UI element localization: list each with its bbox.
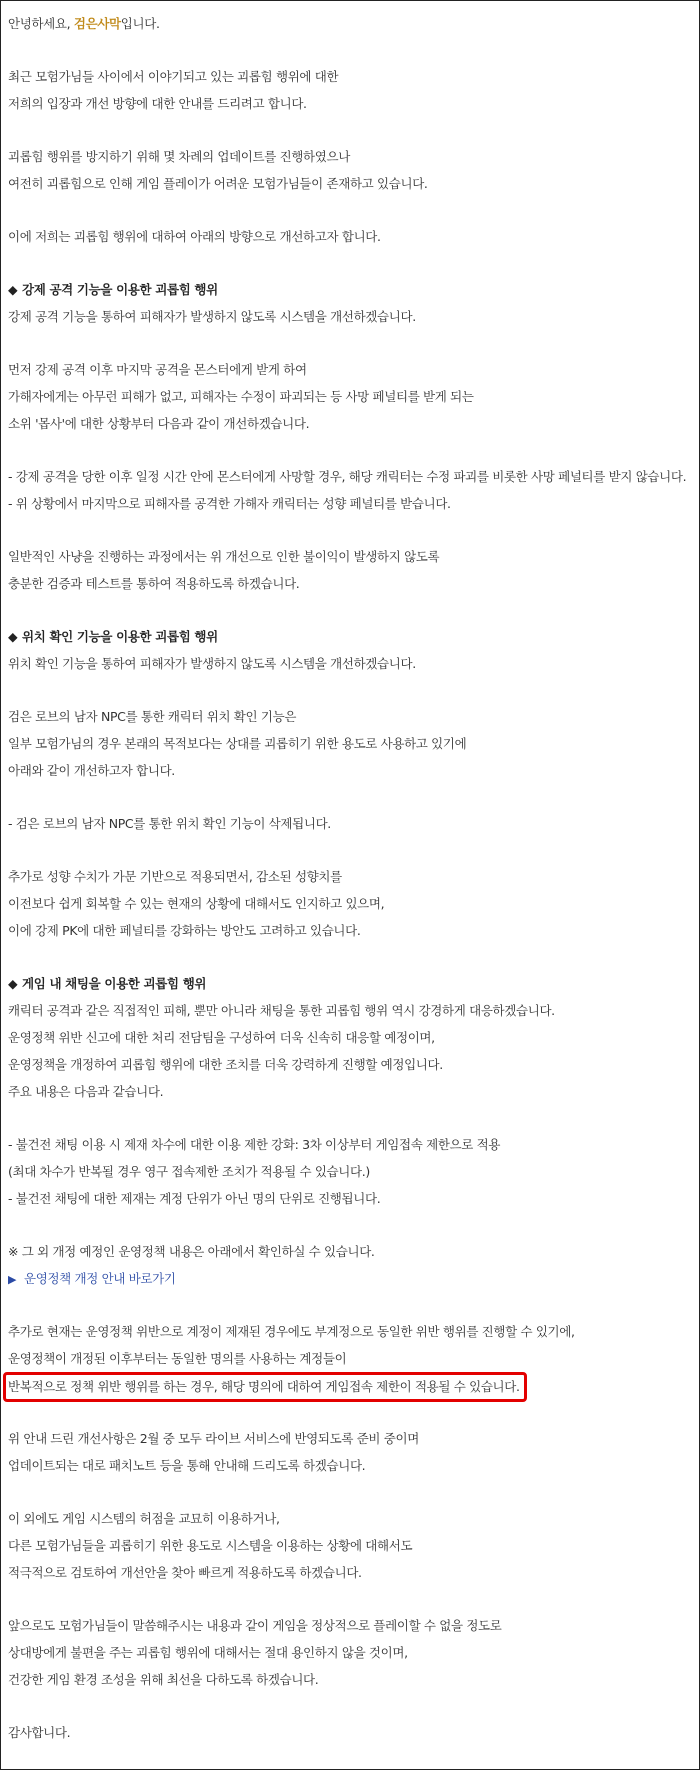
paragraph-line: 업데이트되는 대로 패치노트 등을 통해 안내해 드리도록 하겠습니다. [8, 1458, 366, 1473]
diamond-bullet-icon: ◆ [8, 282, 18, 297]
paragraph-line: 괴롭힘 행위를 방지하기 위해 몇 차례의 업데이트를 진행하였으나 [8, 149, 350, 164]
section-heading-location-check [8, 623, 699, 650]
greeting [8, 10, 699, 37]
paragraph-line: 상대방에게 불편을 주는 괴롭힘 행위에 대해서는 절대 용인하지 않을 것이며, [8, 1645, 408, 1660]
section-title: 게임 내 채팅을 이용한 괴롭힘 행위 [22, 976, 207, 991]
paragraph-line: 운영정책 위반 신고에 대한 처리 전담팀을 구성하여 더욱 신속히 대응할 예정이며, [8, 1030, 435, 1045]
notice-body [8, 10, 699, 1746]
section-title: 위치 확인 기능을 이용한 괴롭힘 행위 [22, 629, 218, 644]
list-item: (최대 차수가 반복될 경우 영구 접속제한 조치가 적용될 수 있습니다.) [8, 1164, 370, 1179]
paragraph-line: 추가로 현재는 운영정책 위반으로 계정이 제재된 경우에도 부계정으로 동일한 위반 행위를 진행할 수 있기에, [8, 1324, 575, 1339]
paragraph-line: 이에 저희는 괴롭힘 행위에 대하여 아래의 방향으로 개선하고자 합니다. [8, 229, 381, 244]
paragraph-line: 충분한 검증과 테스트를 통하여 적용하도록 하겠습니다. [8, 576, 300, 591]
section-lead: 위치 확인 기능을 통하여 피해자가 발생하지 않도록 시스템을 개선하겠습니다. [8, 656, 416, 671]
paragraph-line: 소위 '몹사'에 대한 상황부터 다음과 같이 개선하겠습니다. [8, 416, 310, 431]
intro-line: 저희의 입장과 개선 방향에 대한 안내를 드리려고 합니다. [8, 96, 307, 111]
paragraph-line: 이 외에도 게임 시스템의 허점을 교묘히 이용하거나, [8, 1511, 280, 1526]
highlight-box: 반복적으로 정책 위반 행위를 하는 경우, 해당 명의에 대하여 게임접속 제한이 적용될 수 있습니다. [3, 1372, 527, 1402]
policy-link-text[interactable]: 운영정책 개정 안내 바로가기 [24, 1271, 176, 1286]
paragraph-line: 일부 모험가님의 경우 본래의 목적보다는 상대를 괴롭히기 위한 용도로 사용하고 있기에 [8, 736, 467, 751]
paragraph-line: 이전보다 쉽게 회복할 수 있는 현재의 상황에 대해서도 인지하고 있으며, [8, 896, 385, 911]
brand-name: 검은사막 [73, 16, 121, 31]
paragraph-line: 먼저 강제 공격 이후 마지막 공격을 몬스터에게 받게 하여 [8, 362, 307, 377]
paragraph-line: 주요 내용은 다음과 같습니다. [8, 1084, 164, 1099]
list-item: - 불건전 채팅 이용 시 제재 차수에 대한 이용 제한 강화: 3차 이상부터 게임접속 제한으로 적용 [8, 1137, 501, 1152]
paragraph-line: 추가로 성향 수치가 가문 기반으로 적용되면서, 감소된 성향치를 [8, 869, 342, 884]
paragraph-line: 캐릭터 공격과 같은 직접적인 피해, 뿐만 아니라 채팅을 통한 괴롭힘 행위 역시 강경하게 대응하겠습니다. [8, 1003, 555, 1018]
intro-line: 최근 모험가님들 사이에서 이야기되고 있는 괴롭힘 행위에 대한 [8, 69, 339, 84]
paragraph-line: 가해자에게는 아무런 피해가 없고, 피해자는 수정이 파괴되는 등 사망 페널티를 받게 되는 [8, 389, 474, 404]
paragraph-line: 여전히 괴롭힘으로 인해 게임 플레이가 어려운 모험가님들이 존재하고 있습니다. [8, 176, 428, 191]
list-item: - 검은 로브의 남자 NPC를 통한 위치 확인 기능이 삭제됩니다. [8, 816, 331, 831]
play-arrow-icon: ▶ [8, 1273, 17, 1286]
highlight-line [8, 1372, 699, 1399]
list-item: - 불건전 채팅에 대한 제재는 계정 단위가 아닌 명의 단위로 진행됩니다. [8, 1191, 381, 1206]
greeting-prefix: 안녕하세요, [8, 16, 74, 31]
paragraph-line: 운영정책을 개정하여 괴롭힘 행위에 대한 조치를 더욱 강력하게 진행할 예정입니다. [8, 1057, 443, 1072]
diamond-bullet-icon: ◆ [8, 976, 18, 991]
greeting-suffix: 입니다. [120, 16, 160, 31]
paragraph-line: 다른 모험가님들을 괴롭히기 위한 용도로 시스템을 이용하는 상황에 대해서도 [8, 1538, 413, 1553]
paragraph-line: 이에 강제 PK에 대한 페널티를 강화하는 방안도 고려하고 있습니다. [8, 923, 361, 938]
diamond-bullet-icon: ◆ [8, 629, 18, 644]
list-item: - 강제 공격을 당한 이후 일정 시간 안에 몬스터에게 사망할 경우, 해당 캐릭터는 수정 파괴를 비롯한 사망 페널티를 받지 않습니다. [8, 469, 687, 484]
paragraph-line: 검은 로브의 남자 NPC를 통한 캐릭터 위치 확인 기능은 [8, 709, 297, 724]
policy-link[interactable] [8, 1265, 699, 1292]
paragraph-line: 위 안내 드린 개선사항은 2월 중 모두 라이브 서비스에 반영되도록 준비 중이며 [8, 1431, 419, 1446]
paragraph-line: 앞으로도 모험가님들이 말씀해주시는 내용과 같이 게임을 정상적으로 플레이할 수 없을 정도로 [8, 1618, 502, 1633]
paragraph-line: 적극적으로 검토하여 개선안을 찾아 빠르게 적용하도록 하겠습니다. [8, 1565, 362, 1580]
section-lead: 강제 공격 기능을 통하여 피해자가 발생하지 않도록 시스템을 개선하겠습니다. [8, 309, 416, 324]
list-item: - 위 상황에서 마지막으로 피해자를 공격한 가해자 캐릭터는 성향 페널티를 받습니다. [8, 496, 451, 511]
paragraph-line: 운영정책이 개정된 이후부터는 동일한 명의를 사용하는 계정들이 [8, 1351, 347, 1366]
paragraph-line: 건강한 게임 환경 조성을 위해 최선을 다하도록 하겠습니다. [8, 1672, 319, 1687]
policy-note: ※ 그 외 개정 예정인 운영정책 내용은 아래에서 확인하실 수 있습니다. [8, 1244, 375, 1259]
section-title: 강제 공격 기능을 이용한 괴롭힘 행위 [22, 282, 218, 297]
paragraph-line: 일반적인 사냥을 진행하는 과정에서는 위 개선으로 인한 불이익이 발생하지 않도록 [8, 549, 440, 564]
closing-thanks: 감사합니다. [8, 1725, 71, 1740]
section-heading-force-attack [8, 276, 699, 303]
section-heading-chat [8, 970, 699, 997]
paragraph-line: 아래와 같이 개선하고자 합니다. [8, 763, 175, 778]
